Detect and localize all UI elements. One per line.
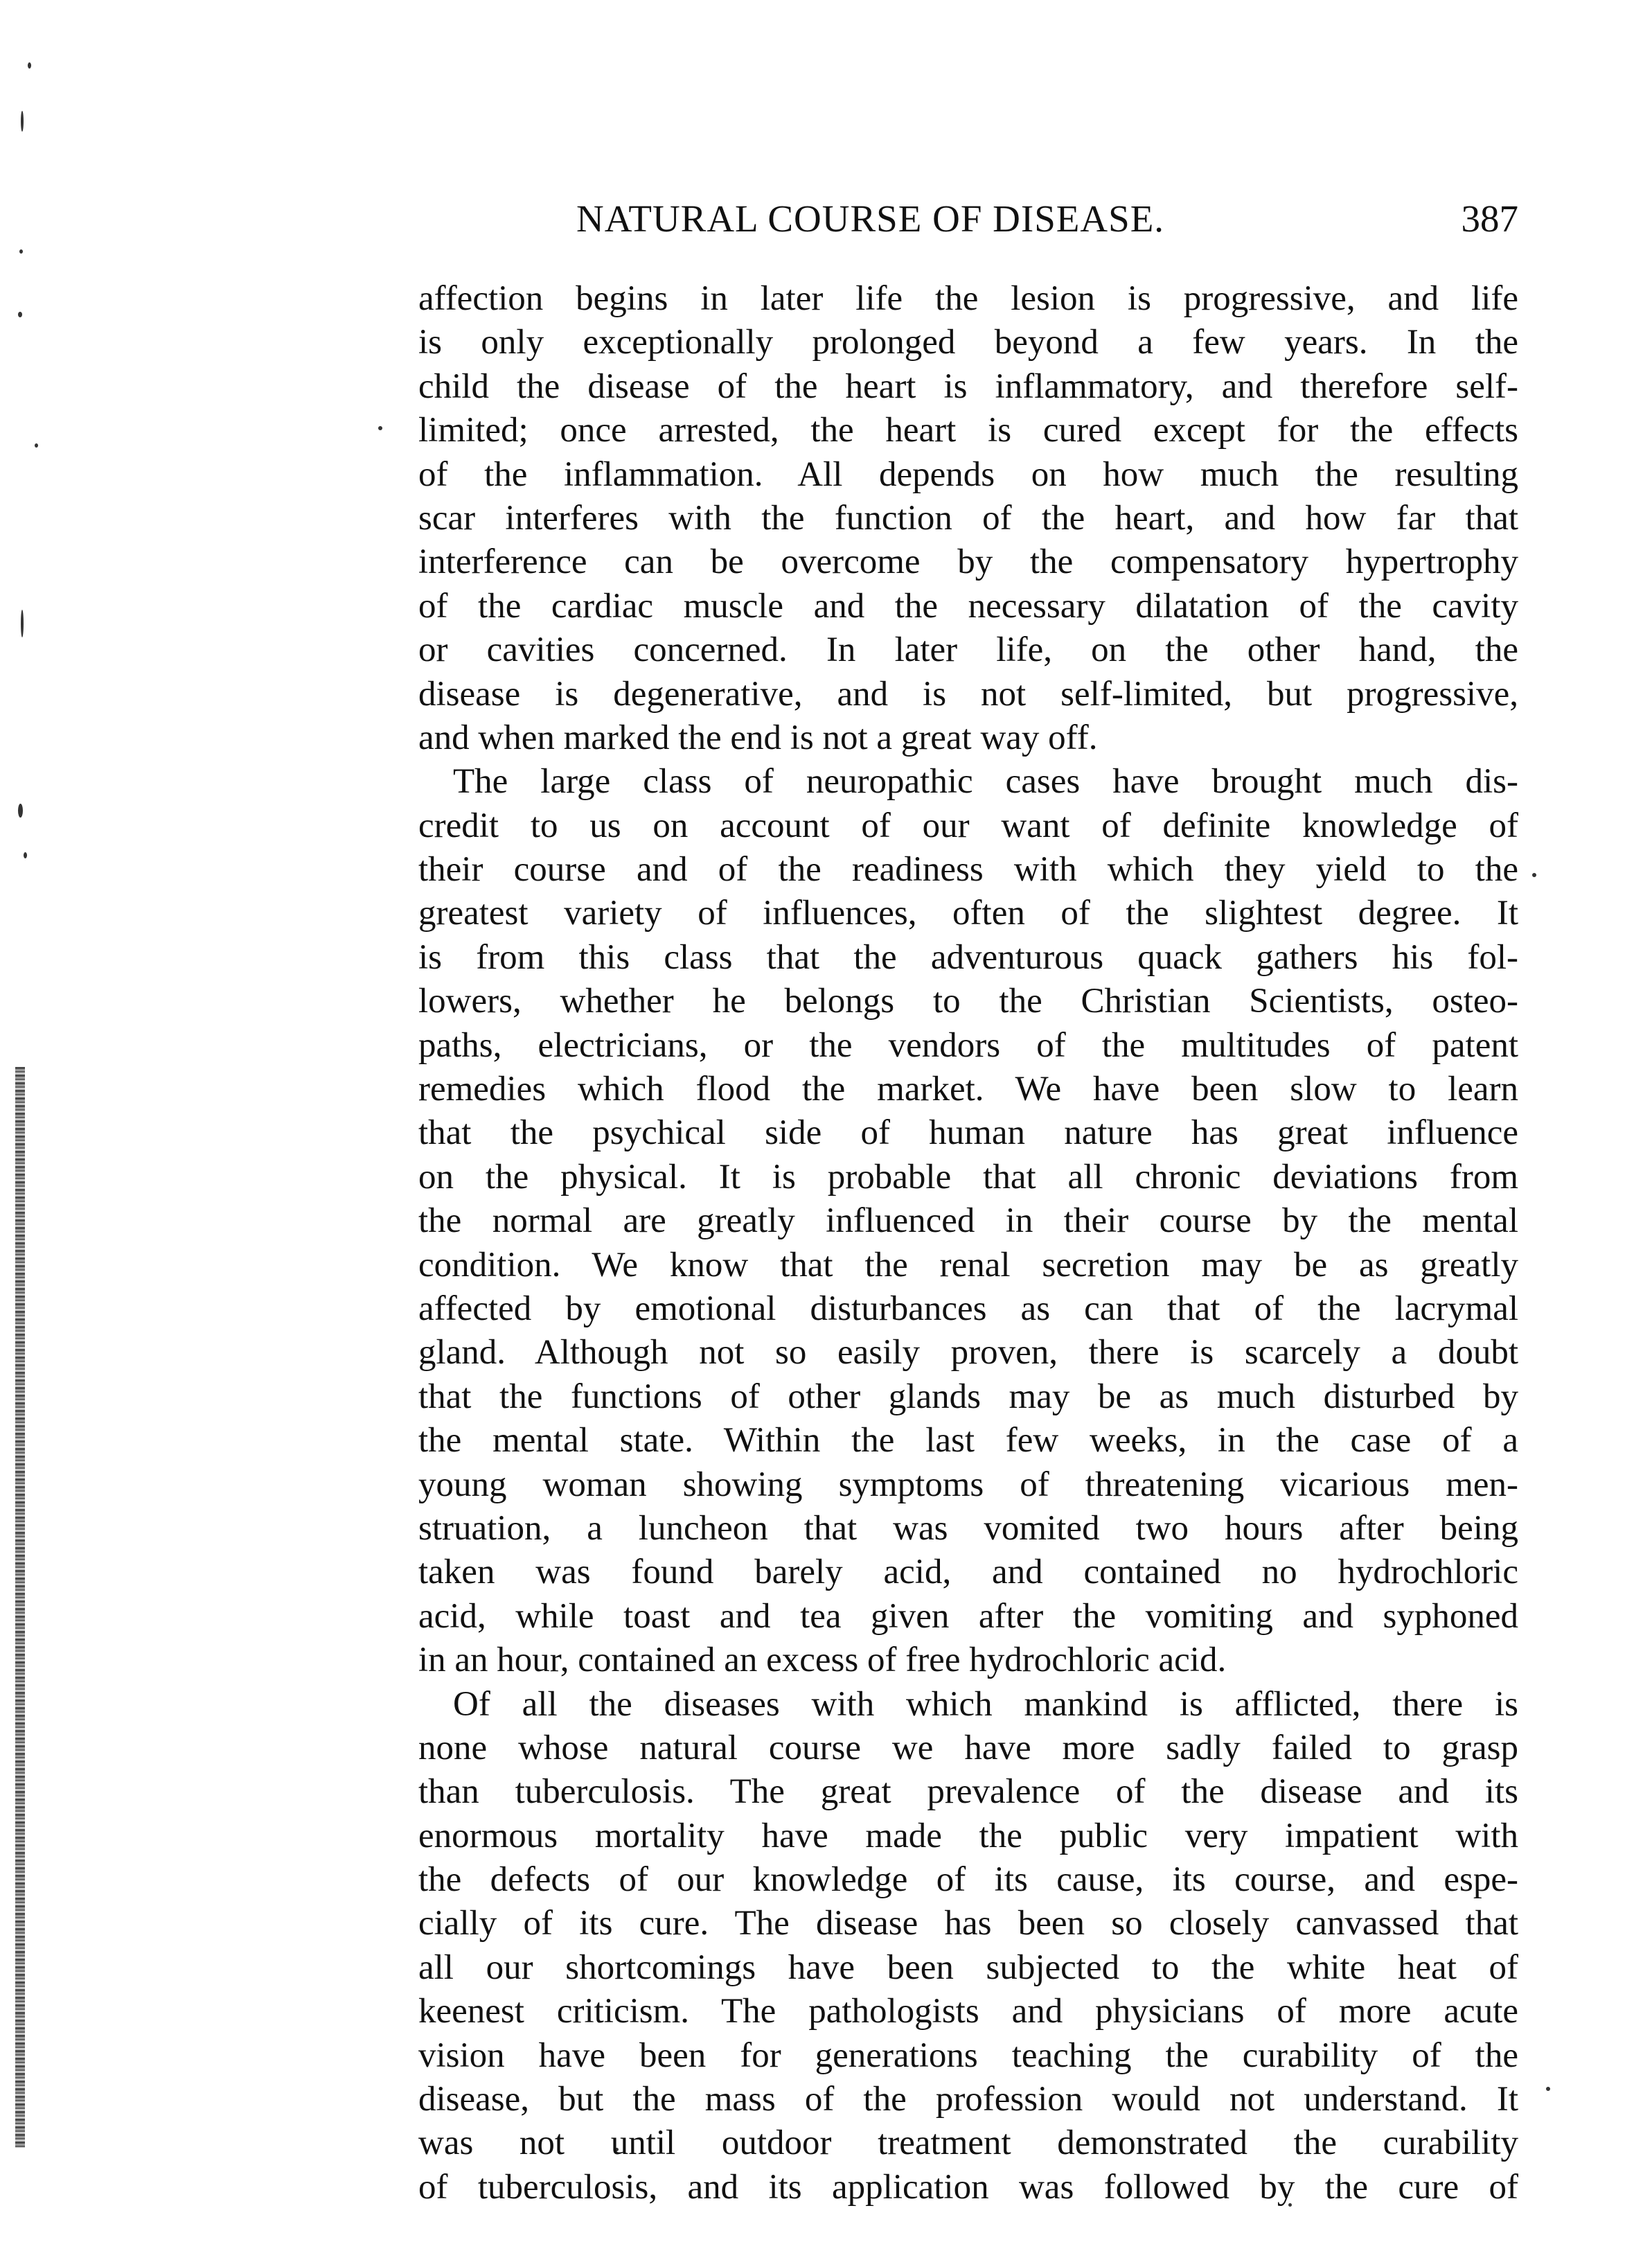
text-line: was not until outdoor treatment demonstrated the curability	[418, 2124, 1518, 2163]
text-line: is from this class that the adventurous quack gathers his fol-	[418, 937, 1518, 977]
scan-speck	[18, 312, 22, 317]
text-line: condition. We know that the renal secretion may be as greatly	[418, 1245, 1518, 1285]
text-line: than tuberculosis. The great prevalence of the disease and its	[418, 1772, 1518, 1812]
text-line: child the disease of the heart is inflammatory, and therefore self-	[418, 367, 1518, 406]
binding-shadow	[15, 1067, 25, 2148]
text-line: interference can be overcome by the compensatory hypertrophy	[418, 542, 1518, 582]
text-line: all our shortcomings have been subjected to the white heat of	[418, 1948, 1518, 1987]
page-header	[576, 197, 1518, 252]
text-line: greatest variety of influences, often of the slightest degree. It	[418, 894, 1518, 933]
scan-speck	[1532, 873, 1536, 877]
text-line: gland. Although not so easily proven, there is scarcely a doubt	[418, 1333, 1518, 1372]
scan-speck	[378, 426, 382, 430]
text-line: vision have been for generations teaching the curability of the	[418, 2036, 1518, 2075]
text-line: disease, but the mass of the profession would not understand. It	[418, 2080, 1518, 2119]
scan-speck	[35, 443, 38, 448]
paragraph-first-line: The large class of neuropathic cases have brought much dis-	[453, 762, 1518, 802]
running-head: NATURAL COURSE OF DISEASE.	[576, 197, 1165, 240]
text-line: the mental state. Within the last few weeks, in the case of a	[418, 1421, 1518, 1460]
text-line: enormous mortality have made the public very impatient with	[418, 1816, 1518, 1855]
text-line: that the psychical side of human nature has great influence	[418, 1113, 1518, 1153]
scan-speck	[1546, 2087, 1550, 2091]
text-line: struation, a luncheon that was vomited two hours after being	[418, 1508, 1518, 1548]
text-line: young woman showing symptoms of threatening vicarious men-	[418, 1465, 1518, 1504]
scan-speck	[28, 62, 31, 69]
paragraph-last-line: in an hour, contained an excess of free hydrochloric acid.	[418, 1641, 1227, 1680]
text-line: the defects of our knowledge of its cause, its course, and espe-	[418, 1860, 1518, 1900]
text-line: none whose natural course we have more sadly failed to grasp	[418, 1728, 1518, 1767]
text-line: remedies which flood the market. We have been slow to learn	[418, 1070, 1518, 1109]
page-number: 387	[1461, 197, 1518, 240]
paragraph-first-line: Of all the diseases with which mankind is afflicted, there is	[453, 1684, 1518, 1724]
text-line: the normal are greatly influenced in their course by the mental	[418, 1201, 1518, 1241]
text-line: or cavities concerned. In later life, on the other hand, the	[418, 630, 1518, 670]
text-line: affected by emotional disturbances as can that of the lacrymal	[418, 1289, 1518, 1328]
scan-speck	[21, 111, 24, 132]
scan-speck	[21, 610, 24, 637]
scan-speck	[18, 804, 23, 818]
page-binding-edge	[0, 0, 62, 2260]
text-line: scar interferes with the function of the heart, and how far that	[418, 498, 1518, 538]
text-line: limited; once arrested, the heart is cured except for the effects	[418, 411, 1518, 450]
text-line: keenest criticism. The pathologists and physicians of more acute	[418, 1992, 1518, 2031]
text-line: paths, electricians, or the vendors of the multitudes of patent	[418, 1025, 1518, 1065]
text-line: of the cardiac muscle and the necessary dilatation of the cavity	[418, 586, 1518, 626]
text-line: credit to us on account of our want of definite knowledge of	[418, 806, 1518, 845]
text-line: acid, while toast and tea given after the vomiting and syphoned	[418, 1596, 1518, 1636]
paragraph-last-line: and when marked the end is not a great way off.	[418, 718, 1098, 757]
text-line: that the functions of other glands may be as much disturbed by	[418, 1377, 1518, 1416]
body-text	[418, 277, 1518, 2209]
text-line: is only exceptionally prolonged beyond a few years. In the	[418, 323, 1518, 362]
text-line: disease is degenerative, and is not self-limited, but progressive,	[418, 674, 1518, 714]
text-line: lowers, whether he belongs to the Christian Scientists, osteo-	[418, 982, 1518, 1021]
scan-speck	[24, 852, 27, 858]
text-line: of the inflammation. All depends on how much the resulting	[418, 454, 1518, 494]
text-line: cially of its cure. The disease has been so closely canvassed that	[418, 1904, 1518, 1943]
text-line: on the physical. It is probable that all chronic deviations from	[418, 1157, 1518, 1197]
text-line: their course and of the readiness with which they yield to the	[418, 850, 1518, 890]
text-line: taken was found barely acid, and contained no hydrochloric	[418, 1553, 1518, 1592]
text-line: affection begins in later life the lesion is progressive, and life	[418, 279, 1518, 318]
scan-speck	[19, 249, 23, 254]
text-line: of tuberculosis, and its application was followed by the cure of	[418, 2167, 1518, 2207]
